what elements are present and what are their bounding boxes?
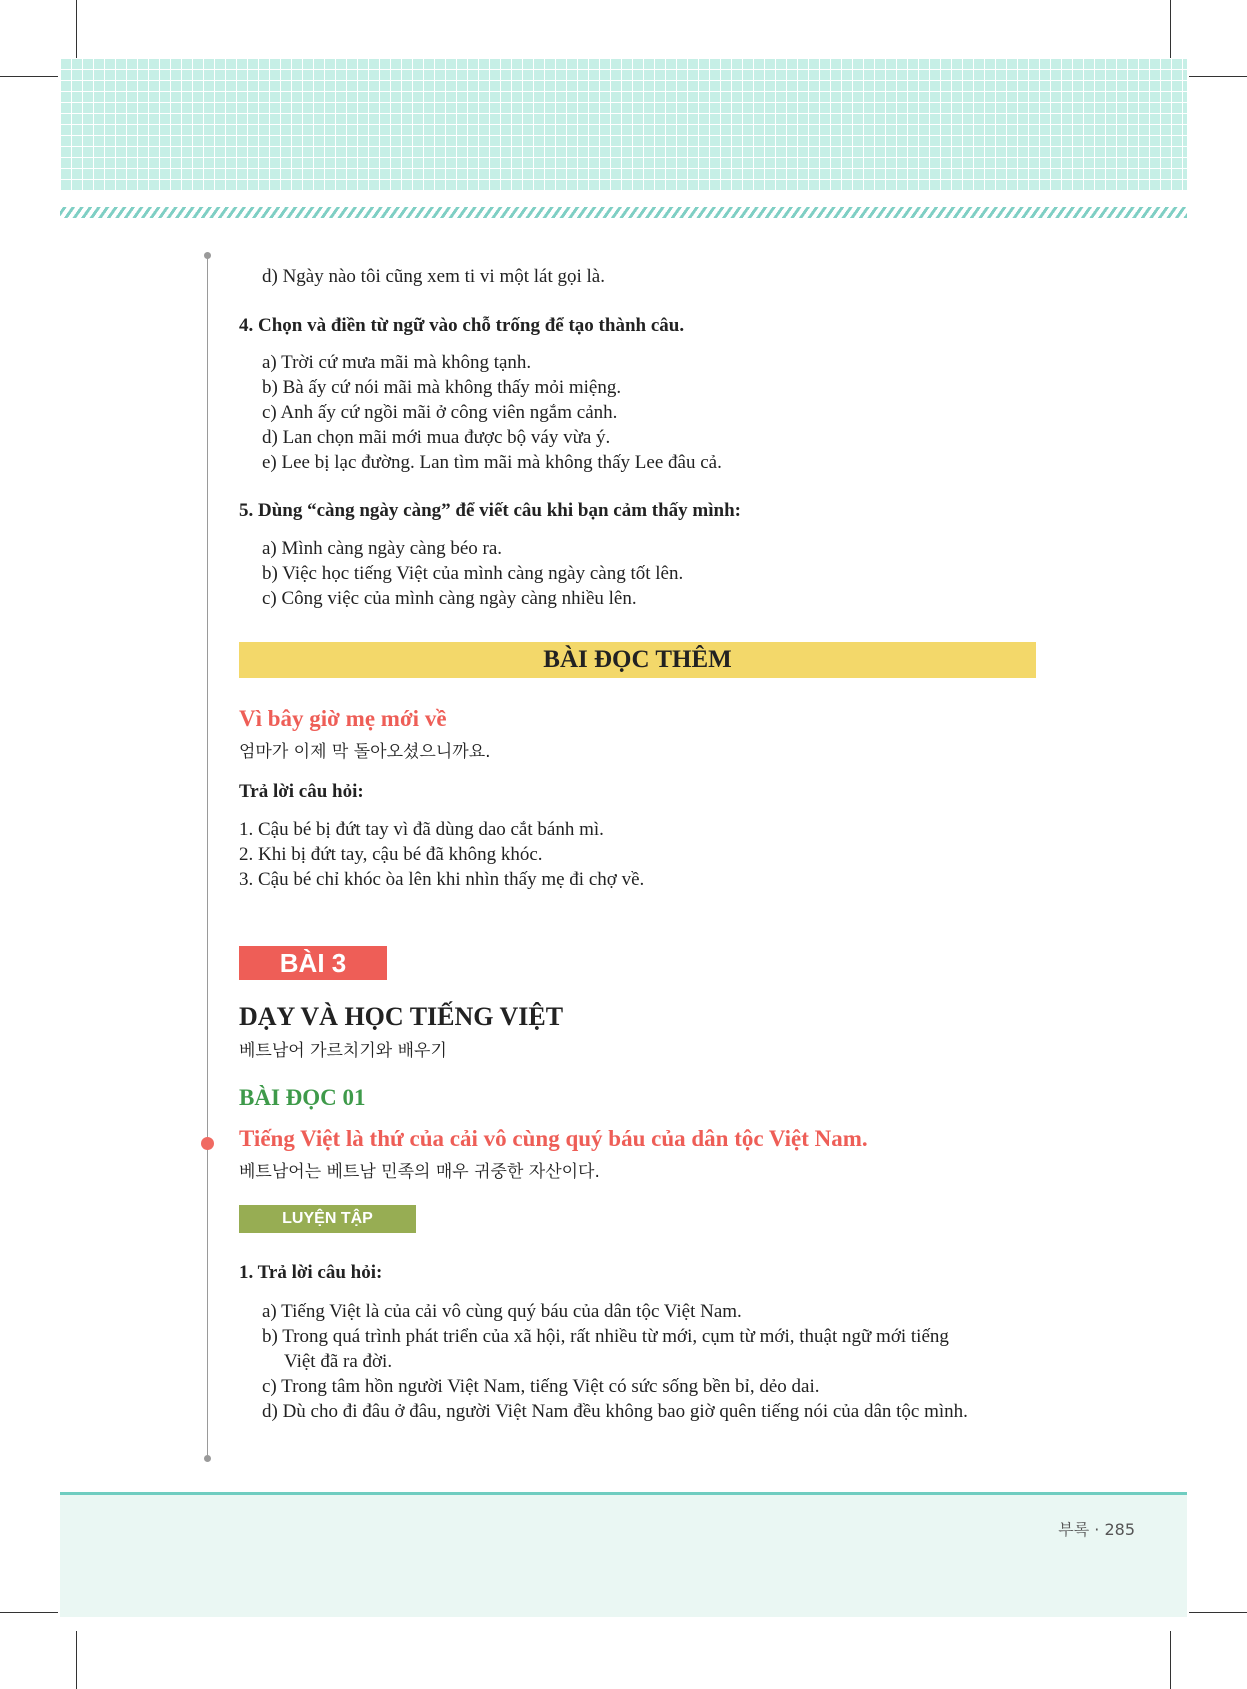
lesson-badge: BÀI 3 [239,946,387,980]
exercise-4-list [262,350,722,475]
lesson-title: DẠY VÀ HỌC TIẾNG VIỆT [239,1002,564,1031]
list-item: c) Anh ấy cứ ngồi mãi ở công viên ngắm cảnh. [262,402,618,423]
list-item: a) Mình càng ngày càng béo ra. [262,538,503,559]
footer-section: 부록 [1058,1520,1090,1539]
crop-mark [1170,0,1171,58]
list-item: c) Trong tâm hồn người Việt Nam, tiếng Việt có sức sống bền bỉ, dẻo dai. [262,1376,820,1397]
crop-mark [76,1631,77,1689]
list-item: b) Bà ấy cứ nói mãi mà không thấy mỏi miệng. [262,377,622,398]
exercise-5-list [262,536,683,611]
exercise-1-title: 1. Trả lời câu hỏi: [239,1262,383,1283]
exercise-4-title: 4. Chọn và điền từ ngữ vào chỗ trống để tạo thành câu. [239,315,685,336]
list-item: 1. Cậu bé bị đứt tay vì đã dùng dao cắt bánh mì. [239,819,604,840]
extra-reading-banner: BÀI ĐỌC THÊM [239,642,1036,678]
lesson-korean-title: 베트남어 가르치기와 배우기 [239,1041,447,1061]
continuation-line: d) Ngày nào tôi cũng xem ti vi một lát gọi là. [262,266,605,287]
crop-mark [1189,1612,1247,1613]
crop-mark [1170,1631,1171,1689]
crop-mark [76,0,77,58]
list-item: 2. Khi bị đứt tay, cậu bé đã không khóc. [239,844,543,865]
margin-line [207,255,208,1458]
header-stripe [60,207,1187,218]
margin-line-top-dot [204,252,211,259]
extra-reading-title: Vì bây giờ mẹ mới về [239,706,447,731]
list-item: e) Lee bị lạc đường. Lan tìm mãi mà không thấy Lee đâu cả. [262,452,722,473]
list-item: 3. Cậu bé chỉ khóc òa lên khi nhìn thấy mẹ đi chợ về. [239,869,645,890]
list-item: c) Công việc của mình càng ngày càng nhiều lên. [262,588,637,609]
footer-page: 285 [1104,1520,1135,1539]
footer-band [60,1492,1187,1617]
practice-badge: LUYỆN TẬP [239,1205,416,1233]
extra-reading-korean: 엄마가 이제 막 돌아오셨으니까요. [239,742,491,762]
list-item: d) Dù cho đi đâu ở đâu, người Việt Nam đều không bao giờ quên tiếng nói của dân tộc mình. [262,1401,968,1422]
page-number [1010,1517,1135,1540]
footer-separator: · [1089,1520,1105,1539]
list-item: b) Trong quá trình phát triển của xã hội, rất nhiều từ mới, cụm từ mới, thuật ngữ mới tiếng [262,1326,949,1347]
question-label: Trả lời câu hỏi: [239,781,364,802]
exercise-5-title: 5. Dùng “càng ngày càng” để viết câu khi bạn cảm thấy mình: [239,500,741,521]
crop-mark [1189,76,1247,77]
list-item: a) Trời cứ mưa mãi mà không tạnh. [262,352,532,373]
list-item: b) Việc học tiếng Việt của mình càng ngày càng tốt lên. [262,563,684,584]
reading-title: Tiếng Việt là thứ của cải vô cùng quý báu của dân tộc Việt Nam. [239,1126,868,1151]
crop-mark [0,1612,58,1613]
list-item: a) Tiếng Việt là của cải vô cùng quý báu của dân tộc Việt Nam. [262,1301,742,1322]
exercise-1-list [262,1299,968,1424]
list-item: Việt đã ra đời. [284,1351,393,1372]
margin-marker-dot [201,1137,214,1150]
margin-line-bottom-dot [204,1455,211,1462]
list-item: d) Lan chọn mãi mới mua được bộ váy vừa ý. [262,427,611,448]
reading-korean-title: 베트남어는 베트남 민족의 매우 귀중한 자산이다. [239,1162,600,1182]
crop-mark [0,76,58,77]
reading-label: BÀI ĐỌC 01 [239,1085,366,1110]
header-grid-band [60,58,1187,191]
answer-list [239,817,644,892]
